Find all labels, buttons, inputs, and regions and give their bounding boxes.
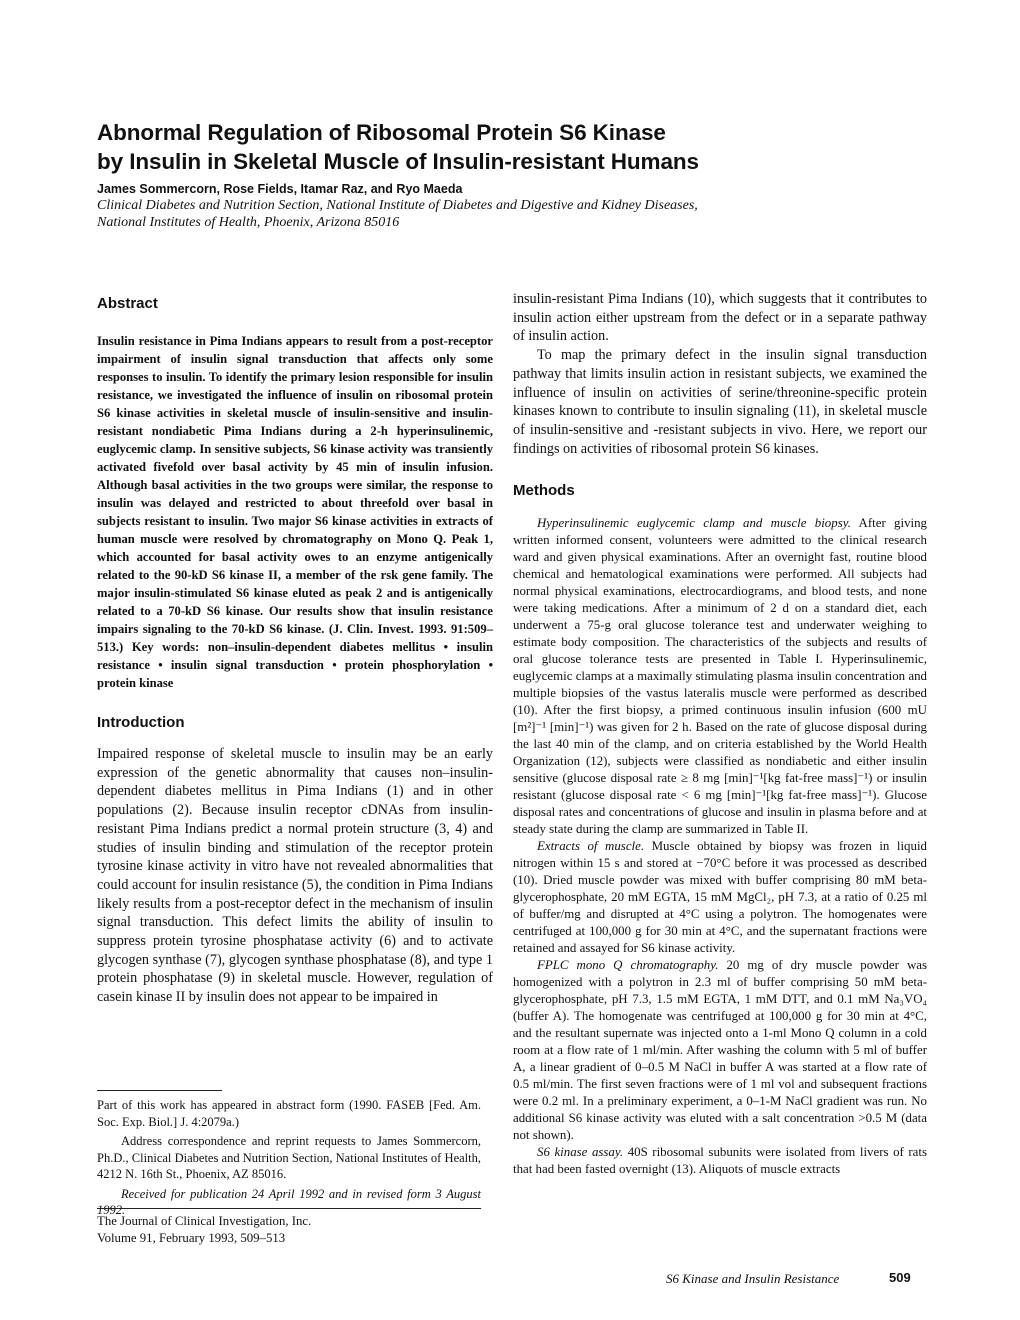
title-line-2: by Insulin in Skeletal Muscle of Insulin-resistant Humans — [97, 149, 699, 174]
left-column — [97, 290, 493, 1007]
footnote-correspondence: Address correspondence and reprint requests to James Sommercorn, Ph.D., Clinical Diabetes and Nutrition Section, National Institutes of Health, 4212 N. 16th St., Phoenix, AZ 85016. — [97, 1134, 481, 1181]
methods-fplc-paragraph — [513, 957, 927, 1144]
journal-divider — [97, 1208, 481, 1209]
article-title — [97, 118, 957, 176]
methods-assay-text: 40S ribosomal subunits were isolated from livers of rats that had been fasted overnight (13). Aliquots of muscle extracts — [513, 1145, 927, 1177]
running-title: S6 Kinase and Insulin Resistance — [666, 1271, 840, 1286]
affiliation-line-1: Clinical Diabetes and Nutrition Section, National Institute of Diabetes and Digestive and Kidney Diseases, — [97, 198, 698, 213]
methods-fplc-runin: FPLC mono Q chromatography. — [537, 958, 719, 973]
methods-assay-runin: S6 kinase assay. — [537, 1145, 624, 1160]
introduction-heading: Introduction — [97, 714, 185, 731]
footnote-received-text: Received for publication 24 April 1992 and in revised form 3 August 1992. — [97, 1186, 481, 1217]
methods-clamp-paragraph — [513, 515, 927, 838]
journal-info — [97, 1213, 311, 1247]
title-line-1: Abnormal Regulation of Ribosomal Protein S6 Kinase — [97, 120, 666, 145]
methods-assay-paragraph — [513, 1144, 927, 1178]
introduction-paragraph-1: Impaired response of skeletal muscle to insulin may be an early expression of the genetic abnormality that causes non–insulin-dependent diabetes mellitus in Pima Indians (1) and in other populations (2). Because insulin receptor cDNAs from insulin-resistant Pima Indians predict a normal protein structure (3, 4) and studies of insulin binding and stimulation of the receptor protein tyrosine kinase activity in vitro have not revealed abnormalities that could account for insulin resistance (5), the condition in Pima Indians likely results from a post-receptor defect in the mechanism of insulin signal transduction. This defect limits the ability of insulin to suppress protein tyrosine phosphatase activity (6) and to activate glycogen synthase (7), glycogen synthase phosphatase (8), and type 1 protein phosphatase (9) in skeletal muscle. However, regulation of casein kinase II by insulin does not appear to be impaired in — [97, 746, 493, 1006]
introduction-paragraph-2: To map the primary defect in the insulin signal transduction pathway that limits insulin action in resistant subjects, we examined the influence of insulin on activities of serine/threonine-specific protein kinases known to contribute to insulin signaling (11), in skeletal muscle of insulin-sensitive and -resistant subjects in vivo. Here, we report our findings on activities of ribosomal protein S6 kinases. — [513, 347, 927, 457]
journal-name: The Journal of Clinical Investigation, Inc. — [97, 1214, 312, 1228]
right-column — [513, 290, 927, 1178]
methods-clamp-text: After giving written informed consent, volunteers were admitted to the clinical research ward and given physical examinations. After an overnight fast, routine blood chemical and hematological examinations were performed. All subjects had normal physical examinations, electrocardiograms, and blood tests, and none were taking medications. After a minimum of 2 d on a standard diet, each underwent a 75-g oral glucose tolerance test and underwater weighing to estimate body composition. The characteristics of the subjects and results of oral glucose tolerance tests are presented in Table I. Hyperinsulinemic, euglycemic clamps at a maximally stimulating plasma insulin concentration and multiple biopsies of the vastus lateralis muscle were performed as described (10). After the first biopsy, a primed continuous insulin infusion (600 mU [m²]⁻¹ [min]⁻¹) was given for 2 h. Based on the rate of glucose disposal during the last 40 min of the clamp, and on criteria established by the World Health Organization (12), subjects were classified as nondiabetic and either insulin sensitive (glucose disposal rate ≥ 8 mg [min]⁻¹[kg fat-free mass]⁻¹) or insulin resistant (glucose disposal rate < 6 mg [min]⁻¹[kg fat-free mass]⁻¹). Glucose disposal rates and concentrations of glucose and insulin in plasma before and at steady state during the clamp are summarized in Table II. — [513, 516, 927, 837]
introduction-paragraph-1-continued: insulin-resistant Pima Indians (10), which suggests that it contributes to insulin action either upstream from the defect or in a separate pathway of insulin action. — [513, 291, 927, 345]
methods-extracts-runin: Extracts of muscle. — [537, 839, 645, 854]
author-list: James Sommercorn, Rose Fields, Itamar Raz, and Ryo Maeda — [97, 182, 463, 196]
affiliation — [97, 197, 698, 231]
abstract-text: Insulin resistance in Pima Indians appears to result from a post-receptor impairment of insulin signal transduction that affects only some responses to insulin. To identify the primary lesion responsible for insulin resistance, we investigated the influence of insulin on ribosomal protein S6 kinase activities in skeletal muscle of insulin-sensitive and insulin-resistant nondiabetic Pima Indians during a 2-h hyperinsulinemic, euglycemic clamp. In sensitive subjects, S6 kinase activity was transiently activated fivefold over basal activity by 45 min of insulin infusion. Although basal activities in the two groups were similar, the response to insulin was delayed and restricted to about threefold over basal in subjects resistant to insulin. Two major S6 kinase activities in extracts of human muscle were resolved by chromatography on Mono Q. Peak 1, which accounted for basal activity owes to an enzyme antigenically related to the 90-kD S6 kinase II, a member of the rsk gene family. The major insulin-stimulated S6 kinase eluted as peak 2 and is antigenically related to a 70-kD S6 kinase. Our results show that insulin resistance impairs signaling to the 70-kD S6 kinase. (J. Clin. Invest. 1993. 91:509–513.) Key words: non–insulin-dependent diabetes mellitus • insulin resistance • insulin signal transduction • protein phosphorylation • protein kinase — [97, 334, 493, 690]
methods-clamp-runin: Hyperinsulinemic euglycemic clamp and muscle biopsy. — [537, 516, 851, 531]
affiliation-line-2: National Institutes of Health, Phoenix, Arizona 85016 — [97, 215, 400, 230]
methods-heading: Methods — [513, 482, 575, 500]
page-number: 509 — [889, 1270, 911, 1285]
abstract-heading: Abstract — [97, 295, 158, 312]
methods-extracts-paragraph — [513, 838, 927, 957]
methods-fplc-text: 20 mg of dry muscle powder was homogenized with a polytron in 2.3 ml of buffer comprising 50 mM beta-glycerophosphate, pH 7.3, 1.5 mM EGTA, 1 mM DTT, and 0.1 mM Na₃VO₄ (buffer A). The homogenate was centrifuged at 100,000 g for 30 min at 4°C, and the resultant supernate was injected onto a 1-ml Mono Q column in a cold room at a flow rate of 1 ml/min. After washing the column with 5 ml of buffer A, a linear gradient of 0–0.5 M NaCl in buffer A was started at a flow rate of 0.5 ml/min. The first seven fractions were of 1 ml vol and subsequent fractions were 0.2 ml. In a preliminary experiment, a 0–1-M NaCl gradient was run. No additional S6 kinase activity was eluted with a salt concentration >0.5 M (data not shown). — [513, 958, 927, 1143]
journal-volume: Volume 91, February 1993, 509–513 — [97, 1231, 286, 1245]
footnote-divider — [97, 1090, 222, 1091]
footnotes — [97, 1097, 481, 1222]
methods-extracts-text: Muscle obtained by biopsy was frozen in liquid nitrogen within 15 s and stored at −70°C before it was processed as described (10). Dried muscle powder was mixed with buffer comprising 80 mM beta-glycerophosphate, 20 mM EGTA, 15 mM MgCl₂, pH 7.3, at a ratio of 0.25 ml of buffer/mg and disrupted at 4°C using a polytron. The homogenates were centrifuged at 100,000 g for 30 min at 4°C, and the supernatant fractions were retained and assayed for S6 kinase activity. — [513, 839, 927, 956]
footnote-abstract-note: Part of this work has appeared in abstract form (1990. FASEB [Fed. Am. Soc. Exp. Biol.] J. 4:2079a.) — [97, 1098, 481, 1129]
